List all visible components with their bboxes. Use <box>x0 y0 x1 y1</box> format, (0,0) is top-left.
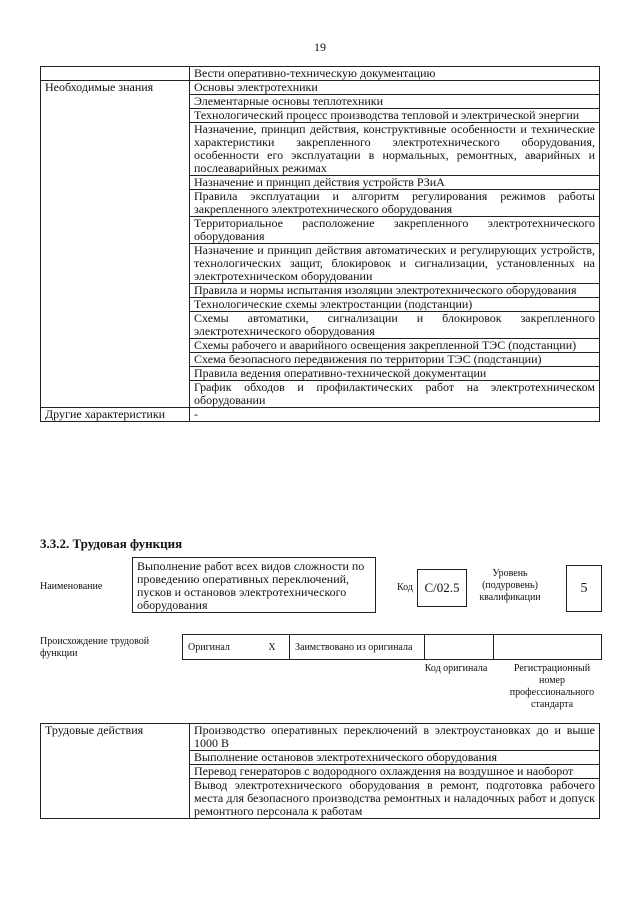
table-row <box>41 724 600 751</box>
table-cell-empty <box>41 67 190 81</box>
action-item: Вывод электротехнического оборудования в ремонт, подготовка рабочего места для безопасного производства ремонтных и наладочных работ и допуск ремонтного персонала к работам <box>190 779 600 819</box>
knowledge-item: Технологические схемы электростанции (подстанции) <box>190 298 600 312</box>
borrowed-label: Заимствовано из оригинала <box>290 635 425 660</box>
original-mark: X <box>255 635 290 660</box>
actions-table <box>40 723 600 819</box>
code-label: Код <box>397 582 413 593</box>
function-name-box: Выполнение работ всех видов сложности по проведению оперативных переключений, пусков и остановов электротехнического оборудования <box>132 557 376 613</box>
knowledge-item: Схемы рабочего и аварийного освещения закрепленной ТЭС (подстанции) <box>190 339 600 353</box>
level-box: 5 <box>566 565 602 612</box>
other-value: - <box>190 408 600 422</box>
knowledge-item: Назначение и принцип действия автоматических и регулирующих устройств, технологических защит, блокировок и сигнализации, установленных на электротехническом оборудовании <box>190 244 600 284</box>
knowledge-item: Технологический процесс производства тепловой и электрической энергии <box>190 109 600 123</box>
knowledge-item: Правила и нормы испытания изоляции электротехнического оборудования <box>190 284 600 298</box>
knowledge-item: График обходов и профилактических работ на электротехническом оборудовании <box>190 381 600 408</box>
knowledge-item: Назначение, принцип действия, конструктивные особенности и технические характеристики закрепленного электротехнического оборудования, особенности его эксплуатации в нормальных, ремонтных, аварийных и послеаварийных режимах <box>190 123 600 176</box>
knowledge-item: Назначение и принцип действия устройств РЗиА <box>190 176 600 190</box>
function-code-box: С/02.5 <box>417 569 467 607</box>
knowledge-item: Схемы автоматики, сигнализации и блокировок закрепленного электротехнического оборудования <box>190 312 600 339</box>
action-item: Производство оперативных переключений в электроустановках до и выше 1000 В <box>190 724 600 751</box>
reg-number-caption: Регистрационный номер профессионального стандарта <box>509 663 595 710</box>
table-row <box>41 67 600 81</box>
knowledge-item: Основы электротехники <box>190 81 600 95</box>
knowledge-item: Правила эксплуатации и алгоритм регулирования режимов работы закрепленного электротехнического оборудования <box>190 190 600 217</box>
code-original-caption: Код оригинала <box>424 663 488 674</box>
top-row-text: Вести оперативно-техническую документацию <box>190 67 600 81</box>
table-row <box>41 408 600 422</box>
origin-table <box>182 634 602 660</box>
action-item: Перевод генераторов с водородного охлаждения на воздушное и наоборот <box>190 765 600 779</box>
knowledge-label: Необходимые знания <box>41 81 190 408</box>
knowledge-item: Правила ведения оперативно-технической документации <box>190 367 600 381</box>
name-label: Наименование <box>40 581 103 592</box>
level-label: Уровень (подуровень) квалификации <box>479 568 541 603</box>
other-label: Другие характеристики <box>41 408 190 422</box>
table-row <box>183 635 602 660</box>
knowledge-item: Элементарные основы теплотехники <box>190 95 600 109</box>
knowledge-item: Схема безопасного передвижения по территории ТЭС (подстанции) <box>190 353 600 367</box>
section-title: 3.3.2. Трудовая функция <box>40 536 183 551</box>
table-row <box>41 81 600 95</box>
origin-label: Происхождение трудовой функции <box>40 636 150 659</box>
action-item: Выполнение остановов электротехнического оборудования <box>190 751 600 765</box>
page-number: 19 <box>314 40 326 54</box>
knowledge-item: Территориальное расположение закрепленного электротехнического оборудования <box>190 217 600 244</box>
reg-number-cell <box>494 635 602 660</box>
original-label: Оригинал <box>183 635 256 660</box>
knowledge-table <box>40 66 600 422</box>
code-original-cell <box>425 635 494 660</box>
actions-label: Трудовые действия <box>41 724 190 819</box>
